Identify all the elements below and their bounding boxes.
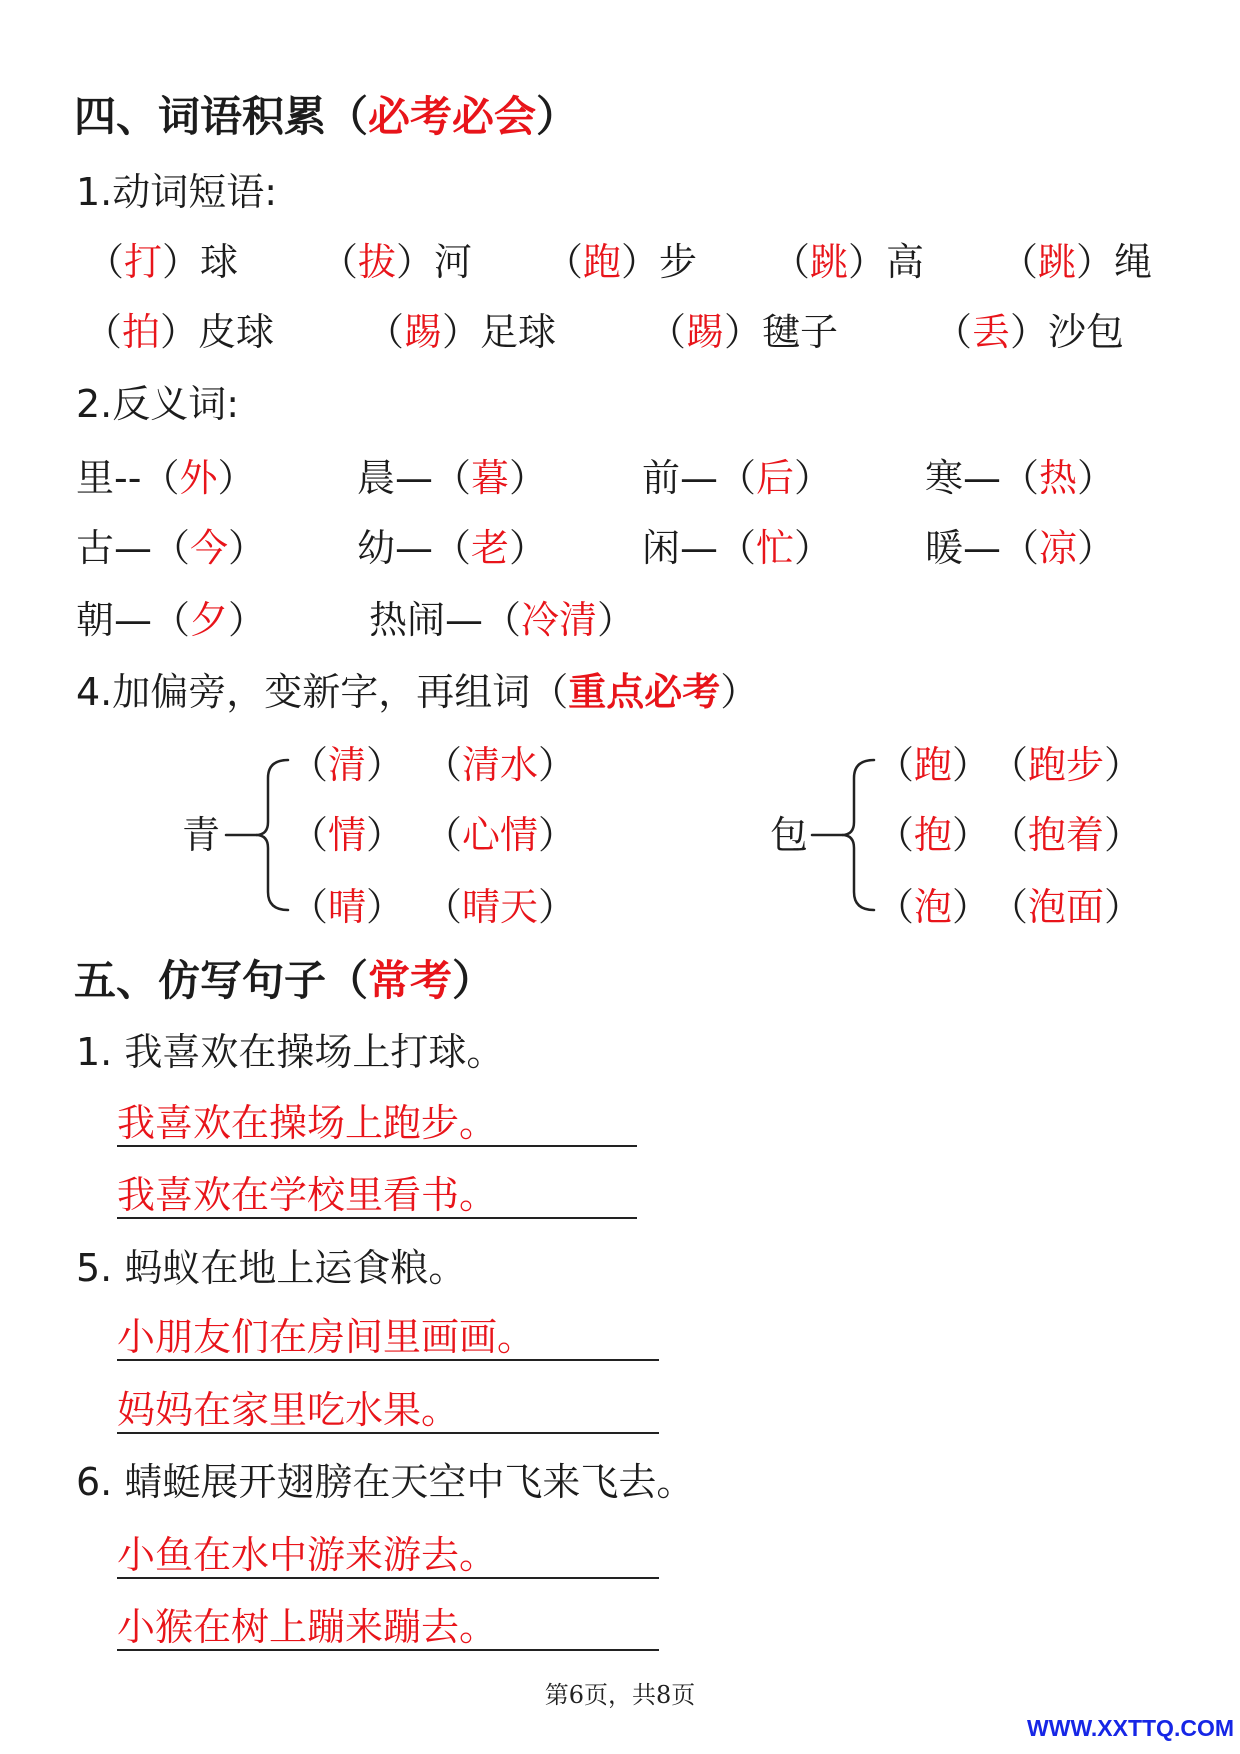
verb-phrase-item xyxy=(934,310,1124,354)
verb-object: 球 xyxy=(200,240,239,284)
radicals-tag: 重点必考 xyxy=(568,670,721,714)
antonym-item xyxy=(76,526,266,570)
verb-phrase-item xyxy=(86,240,238,284)
close-paren: ） xyxy=(848,240,887,284)
section-4-title: 四、词语积累 xyxy=(74,92,327,141)
close-paren: ） xyxy=(597,598,636,642)
radicals-heading xyxy=(76,670,758,714)
antonym-item xyxy=(925,526,1115,570)
antonym-item xyxy=(76,598,266,642)
verb-answer: 跳 xyxy=(1038,240,1077,284)
close-paren: ） xyxy=(1104,885,1143,929)
verb-answer: 跑 xyxy=(583,240,622,284)
antonym-answer: 冷清 xyxy=(521,598,598,642)
open-paren: （ xyxy=(530,670,569,714)
sentence-answer: 妈妈在家里吃水果。 xyxy=(117,1388,659,1434)
close-paren: ） xyxy=(621,240,660,284)
sentence-prompt: 6. 蜻蜓展开翅膀在天空中飞来飞去。 xyxy=(76,1460,695,1504)
open-paren: （ xyxy=(545,240,584,284)
page-number: 第6页，共8页 xyxy=(544,1681,696,1709)
radical-char-answer: 晴 xyxy=(328,885,367,929)
radical-new-char xyxy=(290,743,404,787)
verb-object: 河 xyxy=(434,240,473,284)
antonym-word: 晨— xyxy=(357,456,434,500)
close-paren: ） xyxy=(366,885,405,929)
sentence-answer: 我喜欢在操场上跑步。 xyxy=(117,1101,637,1147)
open-paren: （ xyxy=(876,885,915,929)
close-paren: ） xyxy=(509,526,548,570)
radical-word-answer: 心情 xyxy=(462,813,539,857)
section-5-title: 五、仿写句子 xyxy=(74,956,327,1005)
verb-object: 步 xyxy=(659,240,698,284)
antonym-word: 寒— xyxy=(925,456,1002,500)
antonym-item xyxy=(76,456,255,500)
verb-phrases-heading: 1.动词短语: xyxy=(76,170,278,214)
open-paren: （ xyxy=(141,456,180,500)
sentence-answer: 小鱼在水中游来游去。 xyxy=(117,1533,659,1579)
close-paren: ） xyxy=(396,240,435,284)
radical-word xyxy=(424,813,576,857)
close-paren: ） xyxy=(366,813,405,857)
open-paren: （ xyxy=(1001,456,1040,500)
open-paren: （ xyxy=(424,743,463,787)
close-paren: ） xyxy=(538,743,577,787)
open-paren: （ xyxy=(290,885,329,929)
verb-answer: 踢 xyxy=(686,310,725,354)
antonym-item xyxy=(642,526,832,570)
close-paren: ） xyxy=(228,598,267,642)
sentence-answer: 小猴在树上蹦来蹦去。 xyxy=(117,1605,659,1651)
antonym-item xyxy=(925,456,1115,500)
verb-phrase-item xyxy=(320,240,472,284)
radical-char-answer: 清 xyxy=(328,743,367,787)
close-paren: ） xyxy=(794,456,833,500)
radical-new-char xyxy=(876,743,990,787)
antonyms-heading: 2.反义词: xyxy=(76,382,240,426)
open-paren: （ xyxy=(483,598,522,642)
antonym-answer: 老 xyxy=(471,526,510,570)
antonym-answer: 今 xyxy=(190,526,229,570)
verb-phrase-item xyxy=(648,310,838,354)
brace-icon xyxy=(222,752,292,922)
open-paren: （ xyxy=(326,956,369,1005)
antonym-answer: 热 xyxy=(1039,456,1078,500)
open-paren: （ xyxy=(433,526,472,570)
antonym-word: 古— xyxy=(76,526,153,570)
verb-answer: 丢 xyxy=(972,310,1011,354)
close-paren: ） xyxy=(217,456,256,500)
open-paren: （ xyxy=(152,526,191,570)
close-paren: ） xyxy=(720,670,759,714)
close-paren: ） xyxy=(1077,526,1116,570)
open-paren: （ xyxy=(84,310,123,354)
antonym-word: 暖— xyxy=(925,526,1002,570)
close-paren: ） xyxy=(509,456,548,500)
radical-char-answer: 泡 xyxy=(914,885,953,929)
open-paren: （ xyxy=(1001,526,1040,570)
verb-phrase-item xyxy=(772,240,924,284)
watermark-url: WWW.XXTTQ.COM xyxy=(1027,1715,1234,1741)
verb-phrase-item xyxy=(366,310,556,354)
close-paren: ） xyxy=(538,885,577,929)
verb-object: 绳 xyxy=(1114,240,1153,284)
close-paren: ） xyxy=(160,310,199,354)
close-paren: ） xyxy=(366,743,405,787)
open-paren: （ xyxy=(290,813,329,857)
open-paren: （ xyxy=(718,456,757,500)
sentence-answer: 我喜欢在学校里看书。 xyxy=(117,1173,637,1219)
verb-phrase-item xyxy=(84,310,274,354)
verb-object: 毽子 xyxy=(762,310,839,354)
verb-answer: 打 xyxy=(124,240,163,284)
antonym-word: 闲— xyxy=(642,526,719,570)
radical-word-answer: 跑步 xyxy=(1028,743,1105,787)
close-paren: ） xyxy=(952,885,991,929)
radical-new-char xyxy=(876,885,990,929)
radical-word xyxy=(990,743,1142,787)
antonym-answer: 后 xyxy=(756,456,795,500)
open-paren: （ xyxy=(1000,240,1039,284)
close-paren: ） xyxy=(228,526,267,570)
open-paren: （ xyxy=(433,456,472,500)
antonym-answer: 忙 xyxy=(756,526,795,570)
close-paren: ） xyxy=(1104,813,1143,857)
radical-new-char xyxy=(290,885,404,929)
section-4-tag: 必考必会 xyxy=(368,92,537,141)
verb-object: 皮球 xyxy=(198,310,275,354)
close-paren: ） xyxy=(536,92,579,141)
verb-phrase-item xyxy=(545,240,697,284)
radical-base-char: 包 xyxy=(770,813,809,857)
radical-word xyxy=(990,813,1142,857)
close-paren: ） xyxy=(538,813,577,857)
close-paren: ） xyxy=(794,526,833,570)
radical-word-answer: 晴天 xyxy=(462,885,539,929)
antonym-word: 朝— xyxy=(76,598,153,642)
radical-base-char: 青 xyxy=(182,813,221,857)
brace-icon xyxy=(808,752,878,922)
close-paren: ） xyxy=(952,743,991,787)
radical-new-char xyxy=(876,813,990,857)
verb-object: 足球 xyxy=(480,310,557,354)
antonym-item xyxy=(642,456,832,500)
radical-word xyxy=(990,885,1142,929)
open-paren: （ xyxy=(876,813,915,857)
antonym-word: 幼— xyxy=(357,526,434,570)
antonym-item xyxy=(357,526,547,570)
open-paren: （ xyxy=(86,240,125,284)
verb-answer: 拔 xyxy=(358,240,397,284)
close-paren: ） xyxy=(1104,743,1143,787)
antonym-word: 里-- xyxy=(76,456,142,500)
radicals-heading-text: 4.加偏旁，变新字，再组词 xyxy=(76,670,531,714)
open-paren: （ xyxy=(648,310,687,354)
sentence-answer: 小朋友们在房间里画画。 xyxy=(117,1315,659,1361)
open-paren: （ xyxy=(424,813,463,857)
close-paren: ） xyxy=(162,240,201,284)
open-paren: （ xyxy=(290,743,329,787)
antonym-answer: 暮 xyxy=(471,456,510,500)
close-paren: ） xyxy=(952,813,991,857)
verb-answer: 踢 xyxy=(404,310,443,354)
antonym-word: 热闹— xyxy=(369,598,484,642)
section-4-heading xyxy=(74,93,578,141)
open-paren: （ xyxy=(424,885,463,929)
verb-answer: 跳 xyxy=(810,240,849,284)
open-paren: （ xyxy=(326,92,369,141)
section-5-heading xyxy=(74,957,494,1005)
radical-word-answer: 泡面 xyxy=(1028,885,1105,929)
open-paren: （ xyxy=(772,240,811,284)
radical-word xyxy=(424,885,576,929)
close-paren: ） xyxy=(1076,240,1115,284)
close-paren: ） xyxy=(1010,310,1049,354)
radical-word xyxy=(424,743,576,787)
radical-char-answer: 跑 xyxy=(914,743,953,787)
open-paren: （ xyxy=(934,310,973,354)
open-paren: （ xyxy=(320,240,359,284)
verb-object: 沙包 xyxy=(1048,310,1125,354)
open-paren: （ xyxy=(718,526,757,570)
antonym-item xyxy=(357,456,547,500)
verb-answer: 拍 xyxy=(122,310,161,354)
close-paren: ） xyxy=(1077,456,1116,500)
close-paren: ） xyxy=(724,310,763,354)
close-paren: ） xyxy=(442,310,481,354)
radical-char-answer: 情 xyxy=(328,813,367,857)
section-5-tag: 常考 xyxy=(368,956,453,1005)
open-paren: （ xyxy=(152,598,191,642)
close-paren: ） xyxy=(452,956,495,1005)
radical-word-answer: 清水 xyxy=(462,743,539,787)
open-paren: （ xyxy=(990,885,1029,929)
radical-char-answer: 抱 xyxy=(914,813,953,857)
radical-new-char xyxy=(290,813,404,857)
open-paren: （ xyxy=(990,743,1029,787)
verb-phrase-item xyxy=(1000,240,1152,284)
antonym-answer: 外 xyxy=(179,456,218,500)
antonym-word: 前— xyxy=(642,456,719,500)
radical-word-answer: 抱着 xyxy=(1028,813,1105,857)
open-paren: （ xyxy=(876,743,915,787)
sentence-prompt: 1. 我喜欢在操场上打球。 xyxy=(76,1030,505,1074)
antonym-answer: 夕 xyxy=(190,598,229,642)
sentence-prompt: 5. 蚂蚁在地上运食粮。 xyxy=(76,1246,467,1290)
antonym-answer: 凉 xyxy=(1039,526,1078,570)
open-paren: （ xyxy=(990,813,1029,857)
open-paren: （ xyxy=(366,310,405,354)
verb-object: 高 xyxy=(886,240,925,284)
antonym-item xyxy=(369,598,635,642)
